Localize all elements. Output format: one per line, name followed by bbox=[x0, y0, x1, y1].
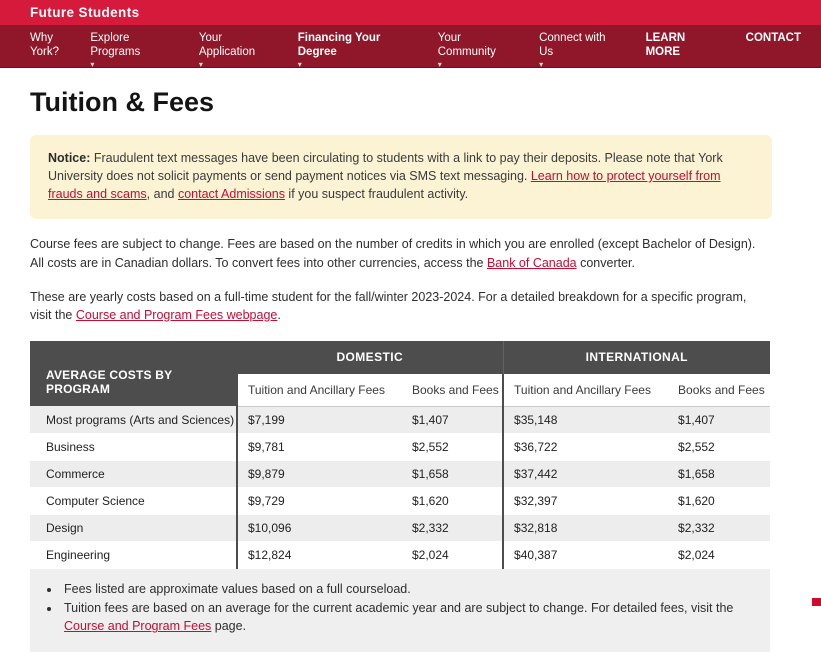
frauds-scams-link[interactable]: Learn how to protect yourself from frauds and scams bbox=[48, 169, 721, 202]
nav-item-label: Your Community bbox=[437, 32, 496, 58]
table-row bbox=[30, 406, 770, 433]
column-header-dom-books: Books and Fees bbox=[402, 374, 503, 407]
course-program-fees-webpage-link[interactable]: Course and Program Fees webpage bbox=[75, 307, 278, 322]
program-cell: Commerce bbox=[30, 460, 237, 487]
paragraph-text: converter. bbox=[576, 255, 635, 270]
site-title: Future Students bbox=[30, 5, 140, 20]
fee-cell: $7,199 bbox=[237, 406, 402, 433]
course-program-fees-link[interactable]: Course and Program Fees bbox=[64, 619, 212, 634]
nav-item-explore-programs[interactable] bbox=[90, 32, 178, 69]
nav-item-label: LEARN MORE bbox=[645, 32, 686, 58]
fee-cell: $2,024 bbox=[402, 541, 503, 568]
nav-item-contact[interactable] bbox=[746, 32, 801, 46]
fee-cell: $32,397 bbox=[503, 487, 668, 514]
notice-text: , and bbox=[146, 187, 178, 202]
column-header-int-books: Books and Fees bbox=[668, 374, 770, 407]
fee-cell: $2,024 bbox=[668, 541, 770, 568]
column-group-international: INTERNATIONAL bbox=[503, 341, 770, 374]
nav-item-learn-more[interactable] bbox=[646, 32, 694, 60]
nav-item-financing-your-degree[interactable] bbox=[298, 32, 418, 69]
fee-cell: $10,096 bbox=[237, 514, 402, 541]
fee-cell: $40,387 bbox=[503, 541, 668, 568]
footnote-text: page. bbox=[211, 619, 247, 634]
fee-cell: $37,442 bbox=[503, 460, 668, 487]
column-group-domestic: DOMESTIC bbox=[237, 341, 503, 374]
notice-label: Notice: bbox=[48, 151, 91, 165]
main-navigation bbox=[0, 25, 821, 68]
fee-cell: $35,148 bbox=[503, 406, 668, 433]
chevron-down-icon: ▾ bbox=[90, 59, 95, 69]
chevron-down-icon: ▾ bbox=[297, 59, 302, 69]
footnote-item bbox=[61, 580, 748, 599]
fee-cell: $9,879 bbox=[237, 460, 402, 487]
nav-item-label: Explore Programs bbox=[90, 32, 141, 58]
nav-item-label: Financing Your Degree bbox=[297, 32, 381, 58]
paragraph-text: These are yearly costs based on a full-time student for the fall/winter 2023-2024. For a detailed breakdown for a specific program, visit the bbox=[30, 289, 747, 322]
fee-cell: $1,620 bbox=[668, 487, 770, 514]
fee-cell: $36,722 bbox=[503, 433, 668, 460]
paragraph-text: Course fees are subject to change. Fees are based on the number of credits in which you are enrolled (except Bachelor of Design). All costs are in Canadian dollars. To convert fees into other currencies, access the bbox=[30, 237, 756, 270]
column-header-dom-tuition: Tuition and Ancillary Fees bbox=[237, 374, 402, 407]
fee-cell: $2,332 bbox=[668, 514, 770, 541]
notice-text: Fraudulent text messages have been circulating to students with a link to pay their deposits. Please note that York University does not solicit payments or send payment notices via SMS text messaging. bbox=[48, 151, 723, 184]
fraud-notice-banner bbox=[30, 135, 772, 219]
nav-item-why-york[interactable] bbox=[30, 32, 70, 60]
table-row bbox=[30, 460, 770, 487]
fee-cell: $9,781 bbox=[237, 433, 402, 460]
chevron-down-icon: ▾ bbox=[539, 59, 544, 69]
course-fees-paragraph bbox=[30, 235, 756, 271]
footnote-text: Tuition fees are based on an average for the current academic year and are subject to change. For detailed fees, visit the bbox=[64, 600, 734, 615]
footnote-item bbox=[61, 599, 748, 637]
table-row bbox=[30, 541, 770, 568]
program-cell: Business bbox=[30, 433, 237, 460]
fee-cell: $9,729 bbox=[237, 487, 402, 514]
nav-item-label: CONTACT bbox=[745, 32, 802, 44]
nav-item-your-application[interactable] bbox=[199, 32, 278, 69]
tuition-fees-table bbox=[30, 341, 770, 569]
chevron-down-icon: ▾ bbox=[198, 59, 203, 69]
contact-admissions-link[interactable]: contact Admissions bbox=[177, 187, 285, 202]
fee-cell: $32,818 bbox=[503, 514, 668, 541]
fee-cell: $1,658 bbox=[668, 460, 770, 487]
program-cell: Computer Science bbox=[30, 487, 237, 514]
nav-item-label: Why York? bbox=[30, 32, 59, 58]
column-header-int-tuition: Tuition and Ancillary Fees bbox=[503, 374, 668, 407]
fee-cell: $12,824 bbox=[237, 541, 402, 568]
paragraph-text: . bbox=[277, 307, 281, 322]
table-footnotes bbox=[30, 569, 770, 652]
page-content bbox=[0, 87, 821, 652]
notice-text: if you suspect fraudulent activity. bbox=[284, 187, 469, 202]
fee-cell: $1,407 bbox=[402, 406, 503, 433]
fee-cell: $2,552 bbox=[668, 433, 770, 460]
table-row bbox=[30, 433, 770, 460]
nav-item-your-community[interactable] bbox=[438, 32, 519, 69]
chevron-down-icon: ▾ bbox=[437, 59, 442, 69]
fee-cell: $1,407 bbox=[668, 406, 770, 433]
fee-cell: $2,332 bbox=[402, 514, 503, 541]
program-cell: Most programs (Arts and Sciences) bbox=[30, 406, 237, 433]
program-cell: Design bbox=[30, 514, 237, 541]
bank-of-canada-link[interactable]: Bank of Canada bbox=[486, 255, 577, 270]
nav-item-connect-with-us[interactable] bbox=[539, 32, 620, 69]
row-header-average-costs: AVERAGE COSTS BY PROGRAM bbox=[30, 341, 237, 407]
nav-item-label: Your Application bbox=[198, 32, 256, 58]
chat-widget-corner[interactable] bbox=[812, 598, 821, 606]
program-cell: Engineering bbox=[30, 541, 237, 568]
fee-cell: $2,552 bbox=[402, 433, 503, 460]
table-row bbox=[30, 514, 770, 541]
nav-item-label: Connect with Us bbox=[539, 32, 606, 58]
table-row bbox=[30, 487, 770, 514]
footnote-text: Fees listed are approximate values based on a full courseload. bbox=[64, 581, 411, 596]
table-group-header-row bbox=[30, 341, 770, 374]
yearly-costs-paragraph bbox=[30, 288, 756, 324]
fee-cell: $1,620 bbox=[402, 487, 503, 514]
site-header bbox=[0, 0, 821, 25]
page-title: Tuition & Fees bbox=[30, 87, 215, 117]
fee-cell: $1,658 bbox=[402, 460, 503, 487]
